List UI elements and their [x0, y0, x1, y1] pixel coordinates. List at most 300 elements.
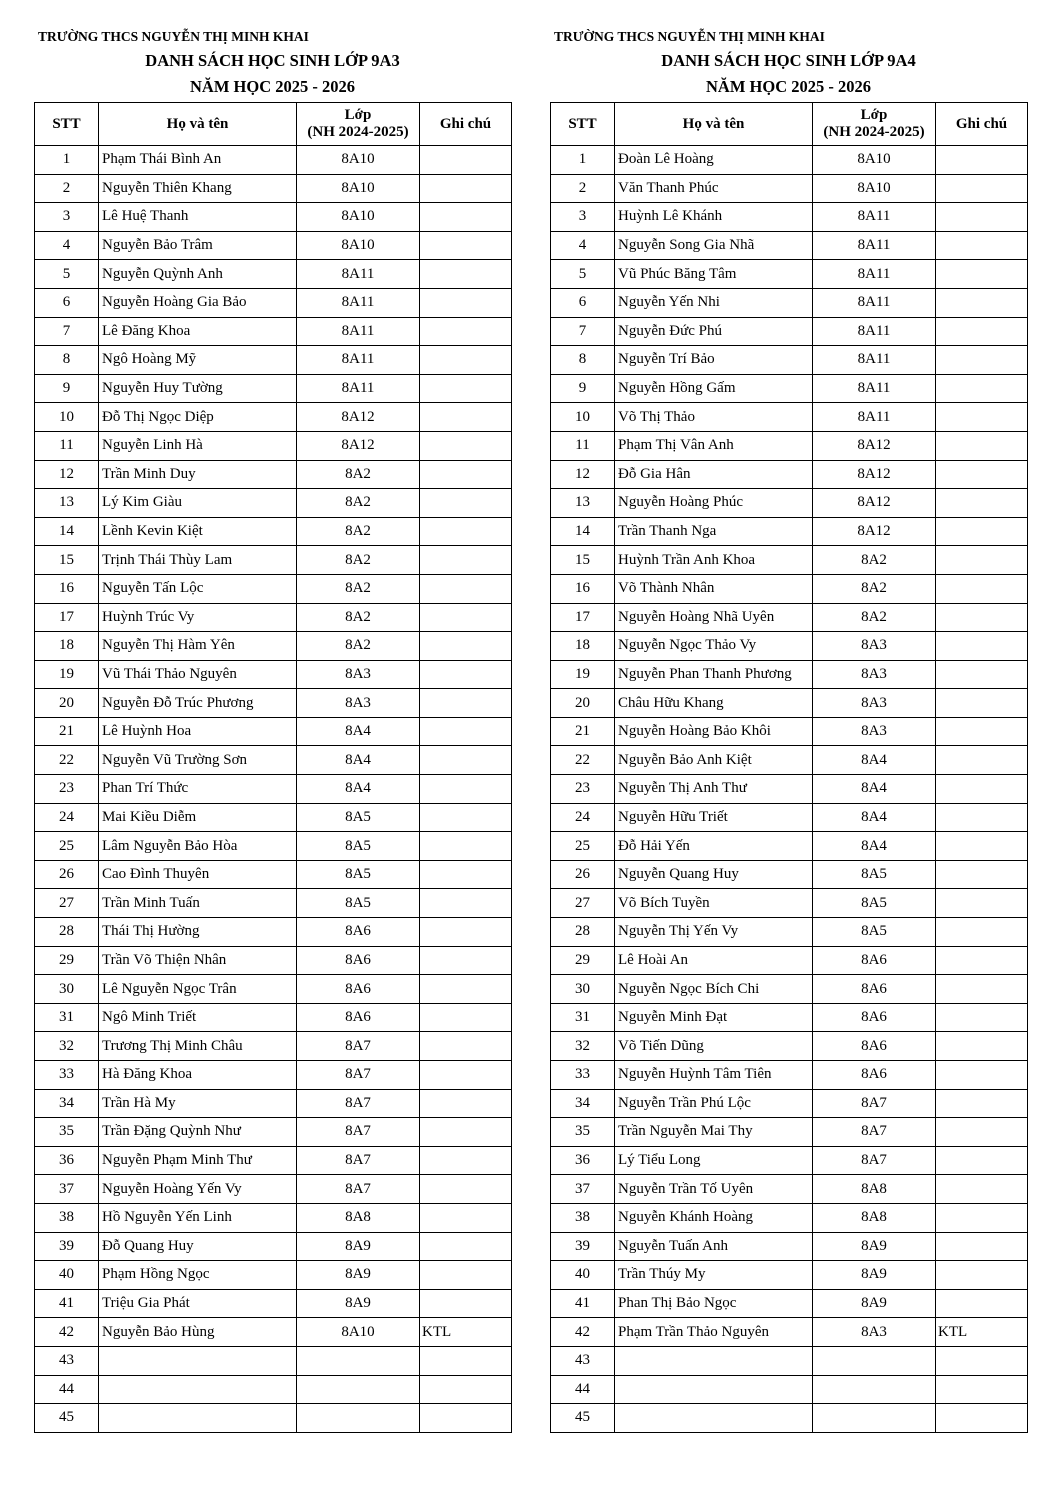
cell-class: 8A12: [297, 403, 420, 432]
cell-name: Nguyễn Hoàng Phúc: [615, 489, 813, 518]
cell-stt: 30: [35, 975, 99, 1004]
cell-name: Lê Đăng Khoa: [99, 317, 297, 346]
cell-stt: 37: [35, 1175, 99, 1204]
table-row: [551, 374, 1028, 403]
cell-stt: 5: [35, 260, 99, 289]
cell-stt: 44: [35, 1375, 99, 1404]
table-row: [551, 889, 1028, 918]
cell-class: 8A3: [813, 717, 936, 746]
cell-class: 8A6: [813, 1061, 936, 1090]
cell-class: 8A11: [813, 346, 936, 375]
cell-stt: 19: [551, 660, 615, 689]
cell-class: 8A4: [297, 746, 420, 775]
cell-class: 8A9: [813, 1232, 936, 1261]
cell-name: Mai Kiều Diễm: [99, 803, 297, 832]
cell-class: 8A3: [297, 689, 420, 718]
table-row: [551, 317, 1028, 346]
table-row: [551, 717, 1028, 746]
cell-note: [420, 1346, 512, 1375]
cell-note: [936, 1404, 1028, 1433]
cell-stt: 34: [551, 1089, 615, 1118]
table-row: [551, 431, 1028, 460]
cell-name: Võ Thành Nhân: [615, 574, 813, 603]
cell-class: 8A11: [813, 374, 936, 403]
cell-stt: 38: [551, 1203, 615, 1232]
cell-note: [936, 1232, 1028, 1261]
cell-note: [936, 603, 1028, 632]
cell-name: Nguyễn Hoàng Yến Vy: [99, 1175, 297, 1204]
table-row: [35, 1089, 512, 1118]
cell-name: [99, 1375, 297, 1404]
cell-name: Võ Bích Tuyền: [615, 889, 813, 918]
table-row: [35, 775, 512, 804]
cell-stt: 12: [35, 460, 99, 489]
cell-name: Nguyễn Phạm Minh Thư: [99, 1146, 297, 1175]
cell-note: [936, 717, 1028, 746]
cell-name: [615, 1404, 813, 1433]
table-row: [551, 403, 1028, 432]
cell-note: [936, 1146, 1028, 1175]
table-row: [551, 1232, 1028, 1261]
cell-name: [99, 1346, 297, 1375]
cell-name: Triệu Gia Phát: [99, 1289, 297, 1318]
cell-stt: 43: [551, 1346, 615, 1375]
cell-name: Nguyễn Yến Nhi: [615, 288, 813, 317]
school-name: TRƯỜNG THCS NGUYỄN THỊ MINH KHAI: [554, 29, 825, 44]
cell-name: Trần Hà My: [99, 1089, 297, 1118]
cell-note: [420, 1203, 512, 1232]
cell-stt: 32: [551, 1032, 615, 1061]
cell-note: [420, 717, 512, 746]
cell-note: [420, 660, 512, 689]
cell-note: [420, 203, 512, 232]
header-class-line1: Lớp: [860, 107, 888, 123]
cell-class: [297, 1346, 420, 1375]
cell-stt: 17: [35, 603, 99, 632]
cell-note: [420, 574, 512, 603]
cell-name: Nguyễn Hữu Triết: [615, 803, 813, 832]
header-note: Ghi chú: [420, 103, 512, 146]
table-row: [35, 346, 512, 375]
cell-note: [936, 374, 1028, 403]
cell-note: [936, 203, 1028, 232]
table-row: [551, 1175, 1028, 1204]
cell-note: [420, 918, 512, 947]
cell-class: 8A9: [297, 1261, 420, 1290]
cell-class: 8A2: [813, 546, 936, 575]
cell-note: [420, 832, 512, 861]
cell-name: Huỳnh Trúc Vy: [99, 603, 297, 632]
cell-name: Nguyễn Tấn Lộc: [99, 574, 297, 603]
school-year: NĂM HỌC 2025 - 2026: [190, 77, 355, 96]
cell-class: 8A7: [297, 1032, 420, 1061]
cell-class: 8A2: [297, 603, 420, 632]
cell-name: Đoàn Lê Hoàng: [615, 146, 813, 175]
table-row: [35, 603, 512, 632]
cell-name: Lê Hoài An: [615, 946, 813, 975]
student-table: [550, 102, 1028, 1433]
cell-class: 8A3: [813, 632, 936, 661]
cell-class: 8A11: [297, 346, 420, 375]
cell-name: [615, 1375, 813, 1404]
cell-name: Vũ Phúc Băng Tâm: [615, 260, 813, 289]
cell-note: KTL: [420, 1318, 512, 1347]
cell-stt: 13: [35, 489, 99, 518]
cell-stt: 19: [35, 660, 99, 689]
cell-name: Nguyễn Thị Anh Thư: [615, 775, 813, 804]
table-row: [551, 1003, 1028, 1032]
cell-note: [420, 775, 512, 804]
cell-name: Huỳnh Trần Anh Khoa: [615, 546, 813, 575]
table-row: [551, 546, 1028, 575]
list-title: DANH SÁCH HỌC SINH LỚP 9A3: [145, 51, 400, 70]
table-row: [35, 1261, 512, 1290]
cell-class: 8A3: [813, 660, 936, 689]
cell-note: [936, 517, 1028, 546]
cell-stt: 42: [35, 1318, 99, 1347]
cell-stt: 4: [35, 231, 99, 260]
cell-stt: 39: [35, 1232, 99, 1261]
cell-class: 8A9: [297, 1232, 420, 1261]
cell-class: 8A6: [813, 1032, 936, 1061]
cell-name: Nguyễn Huy Tường: [99, 374, 297, 403]
cell-note: [936, 346, 1028, 375]
table-row: [35, 517, 512, 546]
cell-note: [936, 174, 1028, 203]
cell-class: 8A4: [813, 746, 936, 775]
cell-name: Ngô Minh Triết: [99, 1003, 297, 1032]
cell-note: KTL: [936, 1318, 1028, 1347]
cell-class: 8A10: [297, 174, 420, 203]
list-title: DANH SÁCH HỌC SINH LỚP 9A4: [661, 51, 916, 70]
table-row: [35, 1289, 512, 1318]
cell-class: 8A2: [297, 460, 420, 489]
cell-stt: 30: [551, 975, 615, 1004]
table-row: [35, 174, 512, 203]
cell-stt: 25: [35, 832, 99, 861]
table-row: [35, 1175, 512, 1204]
cell-name: Đỗ Quang Huy: [99, 1232, 297, 1261]
cell-stt: 4: [551, 231, 615, 260]
table-row: [35, 374, 512, 403]
cell-name: Nguyễn Thị Yến Vy: [615, 918, 813, 947]
cell-name: Nguyễn Hồng Gấm: [615, 374, 813, 403]
cell-class: 8A11: [813, 288, 936, 317]
cell-stt: 27: [551, 889, 615, 918]
header-class-line2: (NH 2024-2025): [823, 124, 925, 140]
cell-class: 8A12: [813, 489, 936, 518]
table-row: [35, 1346, 512, 1375]
table-row: [551, 489, 1028, 518]
cell-note: [936, 1175, 1028, 1204]
cell-class: 8A5: [813, 860, 936, 889]
cell-note: [936, 1289, 1028, 1318]
cell-class: 8A3: [297, 660, 420, 689]
cell-note: [936, 546, 1028, 575]
cell-note: [420, 374, 512, 403]
cell-class: 8A5: [297, 889, 420, 918]
cell-name: [99, 1404, 297, 1433]
cell-name: Nguyễn Bảo Hùng: [99, 1318, 297, 1347]
cell-name: Lê Huệ Thanh: [99, 203, 297, 232]
cell-class: 8A11: [297, 317, 420, 346]
cell-stt: 22: [35, 746, 99, 775]
cell-note: [420, 288, 512, 317]
cell-stt: 42: [551, 1318, 615, 1347]
cell-name: [615, 1346, 813, 1375]
cell-class: [297, 1375, 420, 1404]
table-row: [35, 260, 512, 289]
cell-stt: 16: [551, 574, 615, 603]
cell-name: Nguyễn Thiên Khang: [99, 174, 297, 203]
cell-note: [936, 1003, 1028, 1032]
cell-class: 8A11: [297, 374, 420, 403]
cell-name: Châu Hữu Khang: [615, 689, 813, 718]
cell-stt: 2: [551, 174, 615, 203]
cell-stt: 28: [35, 918, 99, 947]
cell-name: Nguyễn Bảo Anh Kiệt: [615, 746, 813, 775]
cell-note: [936, 1032, 1028, 1061]
cell-name: Nguyễn Đức Phú: [615, 317, 813, 346]
cell-class: 8A8: [297, 1203, 420, 1232]
cell-class: 8A2: [297, 632, 420, 661]
table-row: [35, 546, 512, 575]
table-row: [551, 975, 1028, 1004]
table-row: [551, 1346, 1028, 1375]
cell-name: Nguyễn Bảo Trâm: [99, 231, 297, 260]
cell-name: Đỗ Thị Ngọc Diệp: [99, 403, 297, 432]
table-row: [551, 260, 1028, 289]
cell-stt: 15: [35, 546, 99, 575]
cell-note: [420, 1375, 512, 1404]
cell-name: Huỳnh Lê Khánh: [615, 203, 813, 232]
class-list-9a4: [550, 26, 1027, 1433]
cell-note: [420, 1003, 512, 1032]
cell-class: 8A12: [813, 460, 936, 489]
cell-note: [420, 489, 512, 518]
cell-name: Trần Thúy My: [615, 1261, 813, 1290]
cell-stt: 39: [551, 1232, 615, 1261]
cell-name: Thái Thị Hường: [99, 918, 297, 947]
table-row: [551, 174, 1028, 203]
cell-note: [420, 1032, 512, 1061]
table-row: [35, 746, 512, 775]
cell-class: [813, 1404, 936, 1433]
header-note: Ghi chú: [936, 103, 1028, 146]
cell-class: 8A7: [297, 1118, 420, 1147]
cell-stt: 23: [551, 775, 615, 804]
table-row: [35, 1146, 512, 1175]
cell-stt: 36: [551, 1146, 615, 1175]
table-row: [35, 860, 512, 889]
cell-note: [936, 431, 1028, 460]
cell-stt: 18: [551, 632, 615, 661]
cell-stt: 33: [551, 1061, 615, 1090]
cell-class: 8A11: [813, 317, 936, 346]
cell-note: [420, 260, 512, 289]
cell-stt: 6: [35, 288, 99, 317]
cell-note: [936, 1089, 1028, 1118]
cell-stt: 43: [35, 1346, 99, 1375]
cell-name: Lâm Nguyễn Bảo Hòa: [99, 832, 297, 861]
cell-note: [420, 1289, 512, 1318]
table-row: [551, 632, 1028, 661]
cell-note: [936, 317, 1028, 346]
cell-class: 8A3: [813, 689, 936, 718]
cell-note: [420, 317, 512, 346]
cell-class: 8A9: [813, 1289, 936, 1318]
cell-note: [420, 146, 512, 175]
cell-class: 8A7: [297, 1089, 420, 1118]
cell-class: 8A10: [813, 146, 936, 175]
header-stt: STT: [551, 103, 615, 146]
table-row: [35, 975, 512, 1004]
cell-name: Lý Tiểu Long: [615, 1146, 813, 1175]
cell-name: Trần Thanh Nga: [615, 517, 813, 546]
cell-class: 8A6: [813, 1003, 936, 1032]
table-row: [551, 574, 1028, 603]
table-row: [551, 1061, 1028, 1090]
cell-stt: 22: [551, 746, 615, 775]
table-row: [551, 918, 1028, 947]
cell-stt: 6: [551, 288, 615, 317]
cell-note: [420, 546, 512, 575]
cell-stt: 34: [35, 1089, 99, 1118]
class-list-9a3: [34, 26, 511, 1433]
header-name: Họ và tên: [99, 103, 297, 146]
table-row: [35, 832, 512, 861]
cell-stt: 12: [551, 460, 615, 489]
cell-stt: 24: [35, 803, 99, 832]
table-row: [35, 403, 512, 432]
cell-name: Nguyễn Quang Huy: [615, 860, 813, 889]
cell-stt: 26: [35, 860, 99, 889]
cell-note: [936, 975, 1028, 1004]
cell-name: Đỗ Gia Hân: [615, 460, 813, 489]
cell-name: Cao Đình Thuyên: [99, 860, 297, 889]
cell-note: [420, 689, 512, 718]
cell-class: 8A7: [297, 1175, 420, 1204]
table-row: [35, 660, 512, 689]
cell-stt: 8: [35, 346, 99, 375]
cell-note: [420, 431, 512, 460]
cell-note: [420, 346, 512, 375]
cell-name: Trần Minh Tuấn: [99, 889, 297, 918]
cell-stt: 26: [551, 860, 615, 889]
cell-name: Nguyễn Đỗ Trúc Phương: [99, 689, 297, 718]
cell-class: 8A7: [297, 1146, 420, 1175]
cell-note: [420, 975, 512, 1004]
cell-note: [420, 1089, 512, 1118]
table-row: [551, 1289, 1028, 1318]
table-row: [551, 1318, 1028, 1347]
cell-class: 8A10: [813, 174, 936, 203]
cell-class: 8A6: [813, 946, 936, 975]
cell-name: Võ Tiến Dũng: [615, 1032, 813, 1061]
cell-name: Trần Nguyễn Mai Thy: [615, 1118, 813, 1147]
cell-stt: 23: [35, 775, 99, 804]
cell-stt: 7: [35, 317, 99, 346]
table-header-row: [551, 103, 1028, 146]
cell-stt: 33: [35, 1061, 99, 1090]
table-row: [551, 1146, 1028, 1175]
table-row: [35, 1318, 512, 1347]
table-row: [35, 946, 512, 975]
cell-stt: 13: [551, 489, 615, 518]
cell-note: [936, 918, 1028, 947]
cell-note: [420, 403, 512, 432]
cell-stt: 8: [551, 346, 615, 375]
cell-note: [420, 517, 512, 546]
table-row: [35, 203, 512, 232]
table-header-row: [35, 103, 512, 146]
cell-name: Phan Trí Thức: [99, 775, 297, 804]
table-row: [35, 1061, 512, 1090]
cell-note: [936, 403, 1028, 432]
cell-stt: 29: [551, 946, 615, 975]
cell-note: [936, 1346, 1028, 1375]
cell-stt: 36: [35, 1146, 99, 1175]
cell-class: 8A4: [297, 717, 420, 746]
cell-stt: 3: [35, 203, 99, 232]
cell-note: [936, 775, 1028, 804]
cell-stt: 2: [35, 174, 99, 203]
school-name: TRƯỜNG THCS NGUYỄN THỊ MINH KHAI: [38, 29, 309, 44]
cell-class: 8A8: [813, 1175, 936, 1204]
table-row: [35, 1404, 512, 1433]
table-row: [551, 346, 1028, 375]
cell-class: 8A7: [813, 1146, 936, 1175]
cell-stt: 35: [551, 1118, 615, 1147]
header-class: [297, 103, 420, 146]
cell-name: Nguyễn Huỳnh Tâm Tiên: [615, 1061, 813, 1090]
cell-name: Phan Thị Bảo Ngọc: [615, 1289, 813, 1318]
cell-note: [420, 1175, 512, 1204]
cell-stt: 31: [35, 1003, 99, 1032]
cell-name: Phạm Trần Thảo Nguyên: [615, 1318, 813, 1347]
cell-class: [813, 1346, 936, 1375]
cell-class: 8A5: [297, 803, 420, 832]
cell-name: Phạm Hồng Ngọc: [99, 1261, 297, 1290]
cell-note: [420, 1404, 512, 1433]
table-row: [551, 146, 1028, 175]
cell-stt: 32: [35, 1032, 99, 1061]
cell-class: 8A9: [813, 1261, 936, 1290]
cell-class: 8A10: [297, 1318, 420, 1347]
cell-note: [420, 746, 512, 775]
cell-class: 8A2: [297, 546, 420, 575]
cell-note: [936, 231, 1028, 260]
table-row: [35, 889, 512, 918]
cell-stt: 3: [551, 203, 615, 232]
cell-class: 8A10: [297, 146, 420, 175]
cell-stt: 41: [551, 1289, 615, 1318]
cell-class: 8A4: [813, 832, 936, 861]
cell-note: [936, 1118, 1028, 1147]
cell-class: 8A2: [297, 489, 420, 518]
table-row: [35, 689, 512, 718]
cell-note: [936, 1261, 1028, 1290]
cell-name: Nguyễn Thị Hàm Yên: [99, 632, 297, 661]
cell-note: [936, 574, 1028, 603]
cell-stt: 14: [551, 517, 615, 546]
table-row: [35, 1203, 512, 1232]
cell-name: Ngô Hoàng Mỹ: [99, 346, 297, 375]
table-row: [35, 431, 512, 460]
cell-note: [936, 860, 1028, 889]
table-row: [551, 660, 1028, 689]
student-table: [34, 102, 512, 1433]
